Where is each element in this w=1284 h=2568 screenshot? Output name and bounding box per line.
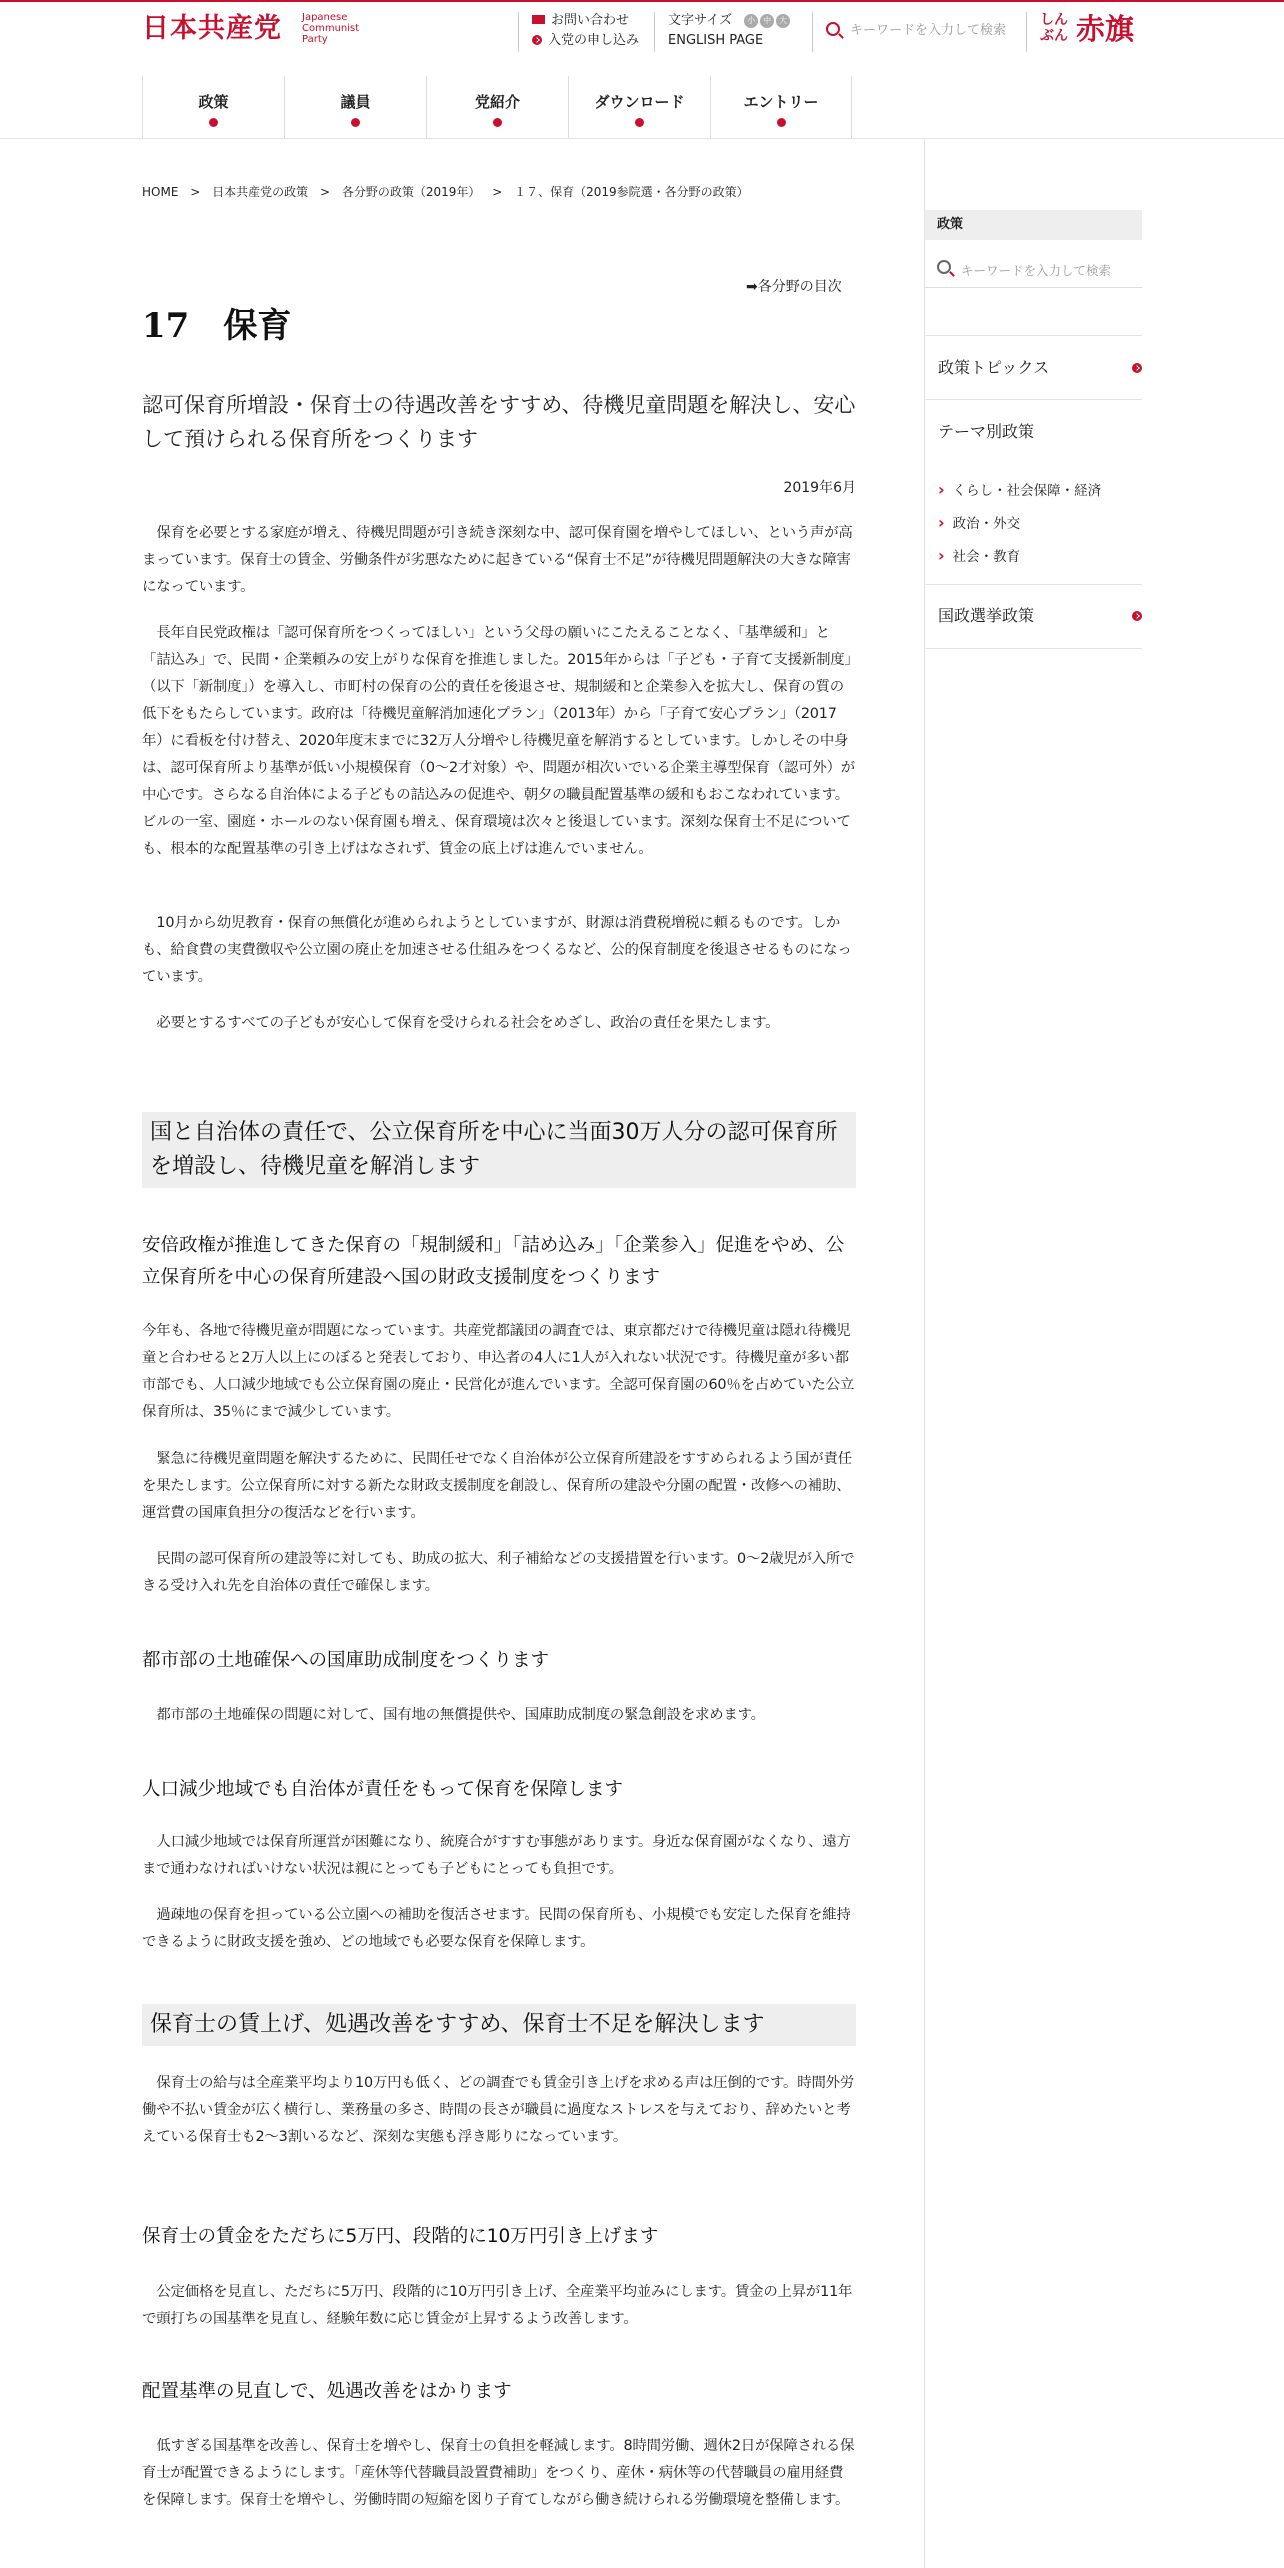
body-paragraph: 都市部の土地確保の問題に対して、国有地の無償提供や、国庫助成制度の緊急創設を求めます。 [156,1707,765,1723]
breadcrumb-current: １７、保育（2019参院選・各分野の政策） [514,185,749,199]
header-divider [654,12,655,52]
search-icon[interactable] [937,260,951,274]
logo-en-line3: Party [302,34,328,45]
party-logo[interactable]: 日本共産党 [142,13,282,44]
chevron-down-icon [635,118,644,127]
font-size-medium-button[interactable]: 中 [760,14,774,28]
sidebar-divider [925,399,1142,400]
intro-paragraph: 保育を必要とする家庭が増え、待機児問題が引き続き深刻な中、認可保育園を増やしてほしい、という声が高まっています。保育士の賃金、労働条件が劣悪なために起きている“保育士不足”が待機児問題解決の大きな障害になっています。 [142,525,853,595]
section-heading: 国と自治体の責任で、公立保育所を中心に当面30万人分の認可保育所を増設し、待機児童を解消します [142,1112,856,1188]
body-paragraph: 保育士の給与は全産業平均より10万円も低く、どの調査でも賃金引き上げを求める声は圧倒的です。時間外労働や不払い賃金が広く横行し、業務量の多さ、時間の長さが職員に過度なストレスを与えており、辞めたいと考えている保育士も2～3割いるなど、深刻な実態も浮き彫りになっています。 [142,2075,855,2145]
header-divider [518,12,519,52]
sidebar-divider [925,648,1142,649]
nav-item-entry[interactable] [710,76,852,138]
body-paragraph: 低すぎる国基準を改善し、保育士を増やし、保育士の負担を軽減します。8時間労働、週休2日が保障される保育士が配置できるようにします。「産休等代替職員設置費補助」をつくり、産休・病休等の代替職員の雇用経費を保障します。保育士を増やし、労働時間の短縮を図り子育てしながら働き続けられる労働環境を整備します。 [142,2438,855,2508]
nav-item-members[interactable] [284,76,426,138]
sidebar-search-input[interactable] [925,258,1142,288]
breadcrumb-fields-2019[interactable]: 各分野の政策（2019年） [341,185,481,199]
sidebar-divider [924,139,925,2568]
search-icon[interactable] [826,22,840,36]
contact-link[interactable] [532,12,629,30]
subsection-heading: 配置基準の見直しで、処遇改善をはかります [142,2381,512,2402]
akahata-kana-2: ぶん [1040,28,1068,44]
arrow-circle-icon [532,35,542,45]
contact-label: お問い合わせ [551,13,630,28]
akahata-logo-kana[interactable] [1040,12,1068,44]
nav-item-about[interactable] [426,76,568,138]
sidebar-search-placeholder: キーワードを入力して検索 [961,263,1112,278]
body-paragraph: 緊急に待機児童問題を解決するために、民間任せでなく自治体が公立保育所建設をすすめられるよう国が責任を果たします。公立保育所に対する新たな財政支援制度を創設し、保育所の建設や分園の配置・改修への補助、運営費の国庫負担分の復活などを行います。 [142,1451,852,1521]
font-size-small-button[interactable]: 小 [744,14,758,28]
font-size-large-button[interactable]: 大 [776,14,790,28]
mail-icon [532,15,545,24]
section-heading: 保育士の賃上げ、処遇改善をすすめ、保育士不足を解決します [142,2004,856,2046]
lead-heading: 認可保育所増設・保育士の待遇改善をすすめ、待機児童問題を解決し、安心して預けられる保育所をつくります [142,393,856,451]
sidebar-item-label: 国政選挙政策 [938,606,1035,625]
arrow-circle-icon [1132,363,1142,373]
font-size-control [668,12,790,30]
font-size-label: 文字サイズ [668,13,732,28]
breadcrumb-separator: > [319,185,331,199]
nav-label: 党紹介 [474,93,520,111]
sidebar-subitem-society[interactable]: › 社会・教育 [938,547,1020,566]
sidebar-divider [925,584,1142,585]
nav-label: 議員 [340,93,371,111]
nav-divider [0,138,1284,139]
logo-en-line2: Communist [302,23,360,34]
nav-label: エントリー [743,93,819,111]
nav-label: ダウンロード [594,93,685,111]
publish-date: 2019年6月 [783,480,856,496]
breadcrumb-separator: > [190,185,201,199]
header-divider [1026,12,1027,52]
breadcrumb-policy[interactable]: 日本共産党の政策 [212,185,309,199]
header-divider [812,12,813,52]
body-paragraph: 過疎地の保育を担っている公立園への補助を復活させます。民間の保育所も、小規模でも安定した保育を維持できるように財政支援を強め、どの地域でも必要な保育を保障します。 [142,1907,851,1950]
chevron-down-icon [351,118,360,127]
sidebar-divider [925,335,1142,336]
logo-en-line1: Japanese [302,12,348,23]
page-title: 17 保育 [142,306,292,346]
body-paragraph: 人口減少地域では保育所運営が困難になり、統廃合がすすむ事態があります。身近な保育園がなくなり、遠方まで通わなければいけない状況は親にとっても子どもにとっても負担です。 [142,1834,851,1877]
arrow-circle-icon [1132,611,1142,621]
chevron-down-icon [209,118,218,127]
sidebar-subitem-politics[interactable]: › 政治・外交 [938,514,1020,533]
sidebar-title: 政策 [925,210,1142,240]
breadcrumb-separator: > [492,185,503,199]
top-accent-line [0,0,1284,2]
sidebar-item-label: テーマ別政策 [938,422,1035,441]
header-search-placeholder: キーワードを入力して検索 [850,23,1007,38]
body-paragraph: 民間の認可保育所の建設等に対しても、助成の拡大、利子補給などの支援措置を行います。0～2歳児が入所できる受け入れ先を自治体の責任で確保します。 [142,1551,855,1594]
subsection-heading: 都市部の土地確保への国庫助成制度をつくります [142,1650,550,1671]
header-search-input[interactable] [826,16,1012,46]
sidebar-subitem-living[interactable]: › くらし・社会保障・経済 [938,481,1101,500]
chevron-down-icon [493,118,502,127]
nav-label: 政策 [198,93,229,111]
nav-item-policy[interactable] [142,76,284,138]
subsection-heading: 保育士の賃金をただちに5万円、段階的に10万円引き上げます [142,2226,659,2247]
english-page-link[interactable]: ENGLISH PAGE [668,33,764,48]
join-label: 入党の申し込み [548,33,640,48]
breadcrumb-home[interactable]: HOME [142,185,179,199]
join-link[interactable] [532,32,639,50]
nav-item-download[interactable] [568,76,710,138]
toc-link[interactable]: ➡各分野の目次 [746,279,842,295]
sidebar-item-topics[interactable] [938,357,1142,379]
intro-paragraph: 長年自民党政権は「認可保育所をつくってほしい」という父母の願いにこたえることなく、「基準緩和」と「詰込み」で、民間・企業頼みの安上がりな保育を推進しました。2015年からは「子ども・子育て支援新制度」（以下「新制度」）を導入し、市町村の保育の公的責任を後退させ、規制緩和と企業参入を拡大し、保育の質の低下をもたらしています。政府は「待機児童解消加速化プラン」（2013年）から「子育て安心プラン」（2017年）に看板を付け替え、2020年度末までに32万人分増やし待機児童を解消するとしています。しかしその中身は、認可保育所より基準が低い小規模保育（0～2才対象）や、問題が相次いでいる企業主導型保育（認可外）が中心です。さらなる自治体による子どもの詰込みの促進や、朝夕の職員配置基準の緩和もおこなわれています。ビルの一室、園庭・ホールのない保育園も増え、保育環境は次々と後退しています。深刻な保育士不足についても、根本的な配置基準の引き上げはなされず、賃金の底上げは進んでいません。 [142,625,855,857]
intro-paragraph: 10月から幼児教育・保育の無償化が進められようとしていますが、財源は消費税増税に頼るものです。しかも、給食費の実費徴収や公立園の廃止を加速させる仕組みをつくるなど、公的保育制度を後退させるものになっています。 [142,915,852,985]
sidebar-item-themes[interactable] [938,421,1142,443]
body-paragraph: 公定価格を見直し、ただちに5万円、段階的に10万円引き上げ、全産業平均並みにします。賃金の上昇が11年で頭打ちの国基準を見直し、経験年数に応じ賃金が上昇するよう改善します。 [142,2284,853,2327]
sidebar-item-label: 政策トピックス [938,358,1050,377]
sidebar-item-election[interactable] [938,605,1142,627]
subsection-heading: 人口減少地域でも自治体が責任をもって保育を保障します [142,1779,624,1800]
subsection-heading: 安倍政権が推進してきた保育の「規制緩和」「詰め込み」「企業参入」促進をやめ、公立保育所を中心の保育所建設へ国の財政支援制度をつくります [142,1235,845,1288]
akahata-logo[interactable]: 赤旗 [1076,12,1135,46]
akahata-kana-1: しん [1040,12,1068,28]
chevron-down-icon [777,118,786,127]
body-paragraph: 今年も、各地で待機児童が問題になっています。共産党都議団の調査では、東京都だけで待機児童は隠れ待機児童と合わせると2万人以上にのぼると発表しており、申込者の4人に1人が入れない状況です。待機児童が多い都市部でも、人口減少地域でも公立保育園の廃止・民営化が進んでいます。全認可保育園の60％を占めていた公立保育所は、35％にまで減少しています。 [142,1323,855,1420]
party-logo-english[interactable] [302,12,359,45]
intro-paragraph: 必要とするすべての子どもが安心して保育を受けられる社会をめざし、政治の責任を果たします。 [156,1015,780,1031]
breadcrumb [142,184,757,200]
